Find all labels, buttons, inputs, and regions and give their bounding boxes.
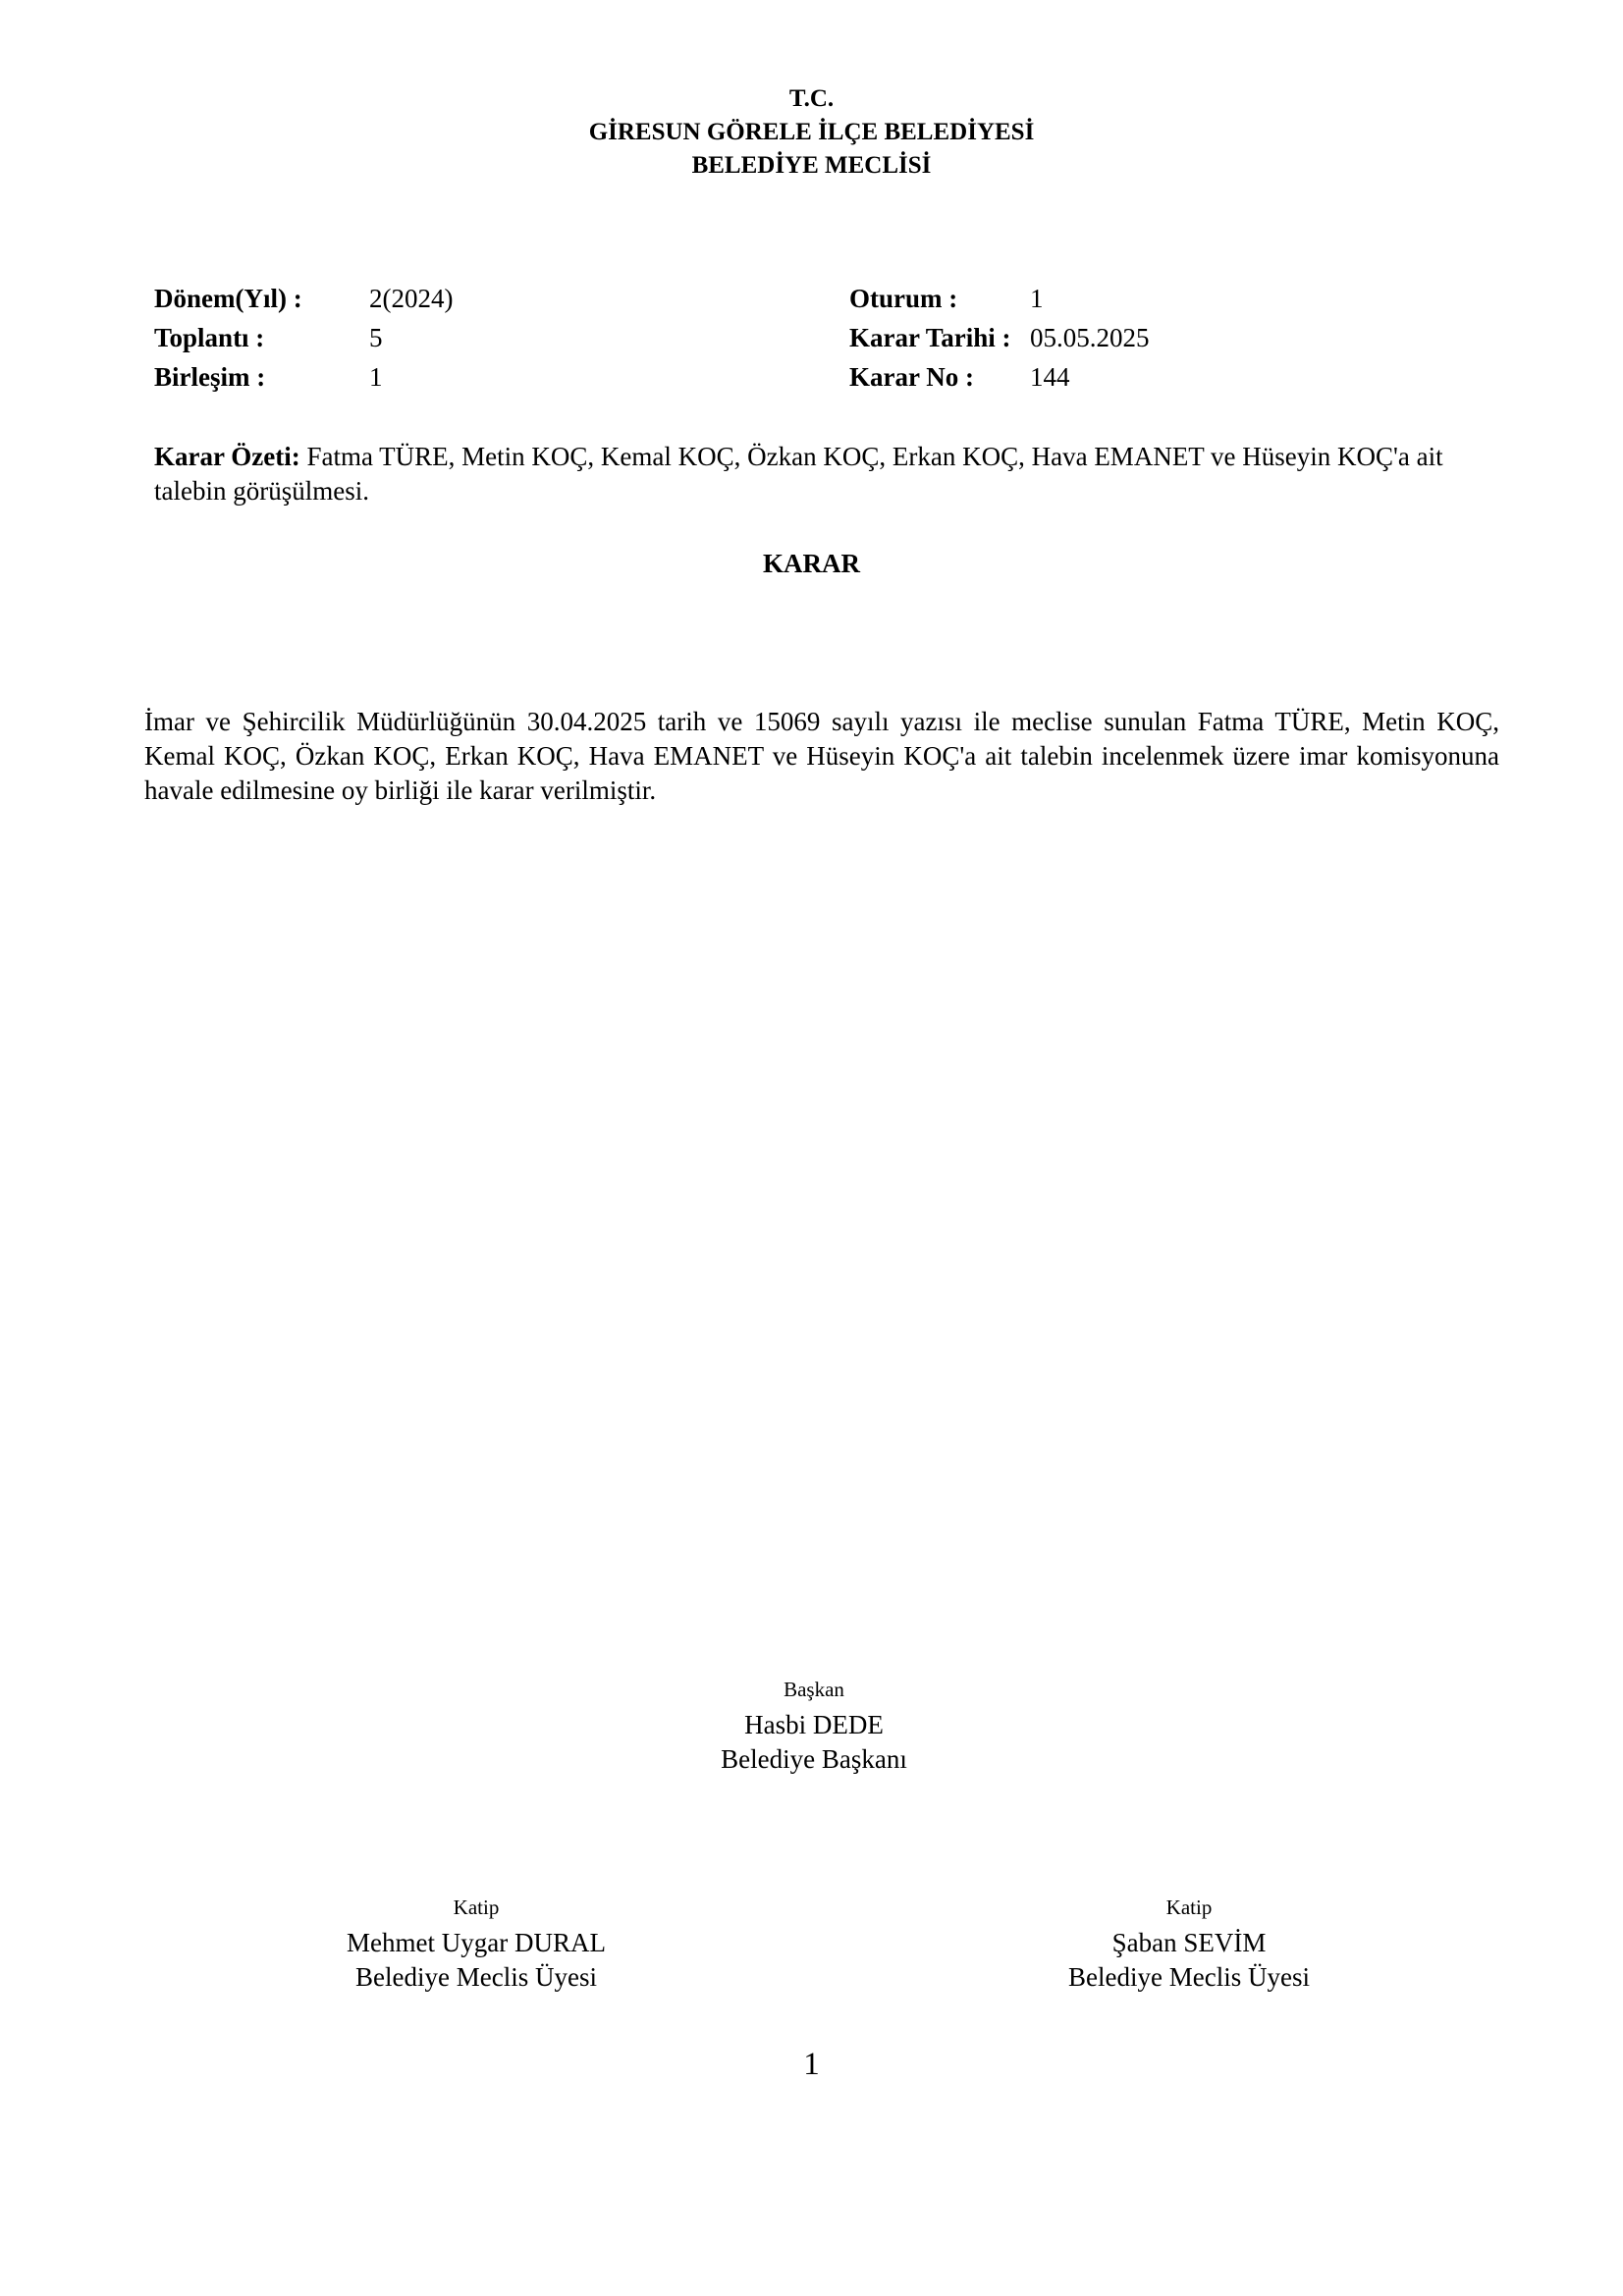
signature-baskan xyxy=(568,1675,1059,1777)
header-line-municipality: GİRESUN GÖRELE İLÇE BELEDİYESİ xyxy=(588,119,1035,145)
toplanti-value: 5 xyxy=(369,323,383,352)
birlesim-value: 1 xyxy=(369,362,383,392)
katip-right-role: Katip xyxy=(1165,1896,1213,1919)
katip-left-name: Mehmet Uygar DURAL xyxy=(347,1928,606,1957)
signature-katip-left xyxy=(231,1893,722,1995)
karar-tarihi-label: Karar Tarihi : xyxy=(849,323,1011,352)
oturum-value: 1 xyxy=(1030,284,1044,313)
page-number: 1 xyxy=(803,2047,820,2082)
katip-left-role: Katip xyxy=(453,1896,500,1919)
baskan-name: Hasbi DEDE xyxy=(744,1710,884,1739)
katip-right-name: Şaban SEVİM xyxy=(1111,1928,1267,1957)
signature-katip-right xyxy=(944,1893,1434,1995)
baskan-role: Başkan xyxy=(784,1678,844,1701)
summary-text: Fatma TÜRE, Metin KOÇ, Kemal KOÇ, Özkan KOÇ, Erkan KOÇ, Hava EMANET ve Hüseyin KOÇ'a ait talebin görüşülmesi. xyxy=(154,442,1443,506)
karar-tarihi-value: 05.05.2025 xyxy=(1030,323,1150,352)
document-header xyxy=(0,82,1623,183)
katip-left-title: Belediye Meclis Üyesi xyxy=(355,1962,597,1992)
decision-title: KARAR xyxy=(763,549,860,578)
karar-no-label: Karar No : xyxy=(849,362,974,392)
header-line-tc: T.C. xyxy=(788,85,835,112)
decision-summary xyxy=(154,440,1489,508)
decision-body: İmar ve Şehircilik Müdürlüğünün 30.04.2025 tarih ve 15069 sayılı yazısı ile meclise sunulan Fatma TÜRE, Metin KOÇ, Kemal KOÇ, Özkan KOÇ, Erkan KOÇ, Hava EMANET ve Hüseyin KOÇ'a ait talebin incelenmek üzere imar komisyonuna havale edilmesine oy birliği ile karar verilmiştir. xyxy=(144,707,1499,805)
baskan-title: Belediye Başkanı xyxy=(721,1744,907,1774)
katip-right-title: Belediye Meclis Üyesi xyxy=(1068,1962,1310,1992)
oturum-label: Oturum : xyxy=(849,284,958,313)
birlesim-label: Birleşim : xyxy=(154,362,266,392)
header-line-council: BELEDİYE MECLİSİ xyxy=(691,152,932,179)
karar-no-value: 144 xyxy=(1030,362,1070,392)
summary-label: Karar Özeti: xyxy=(154,442,300,471)
donem-label: Dönem(Yıl) : xyxy=(154,284,302,313)
toplanti-label: Toplantı : xyxy=(154,323,265,352)
donem-value: 2(2024) xyxy=(369,284,454,313)
